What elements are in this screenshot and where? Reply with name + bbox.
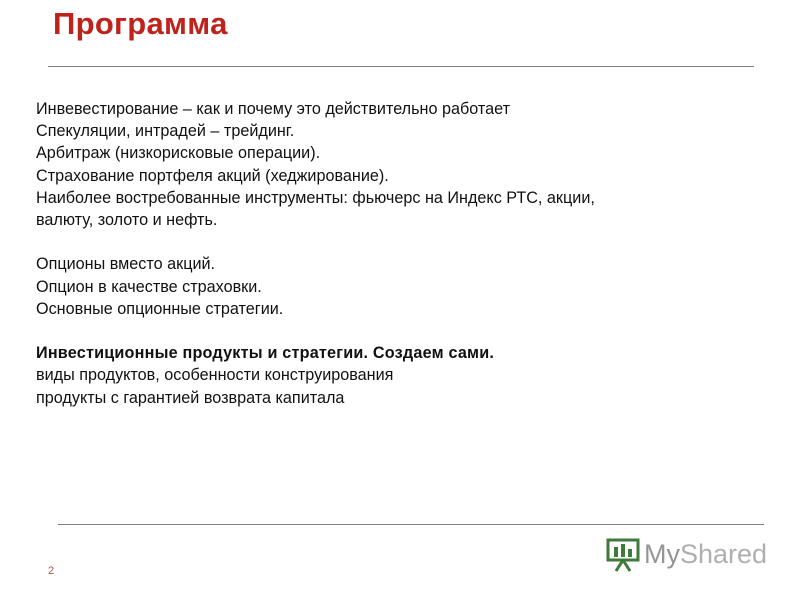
body-line-capital-guarantee: продукты с гарантией возврата капитала — [36, 388, 345, 407]
body-line-arbitrage: Арбитраж (низкорисковые операции). — [36, 144, 321, 163]
logo-text-my: My — [644, 539, 680, 569]
body-line-investing: Инвевестирование – как и почему это действительно работает — [36, 100, 511, 118]
paragraph-gap — [36, 320, 756, 342]
logo-text-shared: Shared — [680, 539, 768, 569]
slide-body — [36, 98, 756, 409]
title-divider — [48, 66, 754, 67]
body-line-instruments-cont: валюту, золото и нефть. — [36, 211, 218, 230]
body-line-instruments: Наиболее востребованные инструменты: фьючерс на Индекс РТС, акции, — [36, 188, 595, 207]
body-line-hedging: Страхование портфеля акций (хеджирование). — [36, 166, 389, 185]
body-line-speculation: Спекуляции, интрадей – трейдинг. — [36, 122, 295, 141]
footer-divider — [58, 524, 764, 525]
body-heading-products: Инвестиционные продукты и стратегии. Создаем сами. — [36, 344, 495, 363]
presentation-board-icon — [606, 537, 642, 573]
body-line-option-strategies: Основные опционные стратегии. — [36, 299, 284, 318]
page-number: 2 — [48, 565, 55, 577]
logo-wordmark — [644, 539, 767, 570]
body-line-options-instead: Опционы вместо акций. — [36, 255, 216, 274]
body-line-product-types: виды продуктов, особенности конструирования — [36, 366, 394, 385]
paragraph-gap — [36, 231, 756, 253]
myshared-logo — [606, 537, 766, 573]
slide-title: Программа — [53, 6, 228, 41]
body-line-option-insurance: Опцион в качестве страховки. — [36, 277, 262, 296]
